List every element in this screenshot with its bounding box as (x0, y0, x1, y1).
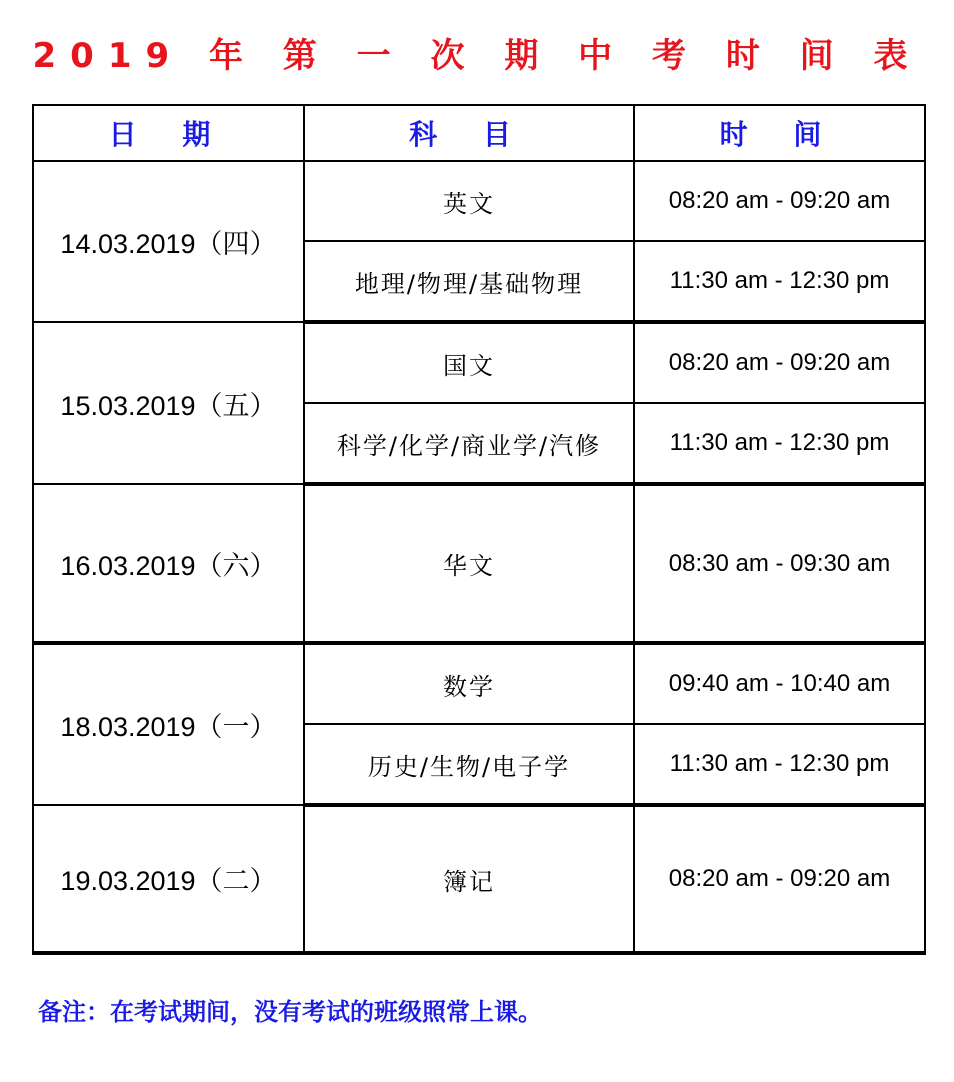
subject-cell: 历史/生物/电子学 (304, 724, 634, 805)
table-header-row (33, 105, 925, 161)
header-subject: 科 目 (304, 105, 634, 161)
subject-cell: 科学/化学/商业学/汽修 (304, 403, 634, 484)
time-cell: 08:30 am - 09:30 am (634, 484, 925, 643)
subject-cell: 地理/物理/基础物理 (304, 241, 634, 322)
date-cell: 18.03.2019（一） (33, 643, 304, 805)
header-time: 时 间 (634, 105, 925, 161)
time-cell: 11:30 am - 12:30 pm (634, 403, 925, 484)
date-cell: 15.03.2019（五） (33, 322, 304, 484)
time-cell: 08:20 am - 09:20 am (634, 805, 925, 953)
table-row (33, 161, 925, 241)
table-row (33, 322, 925, 403)
subject-cell: 数学 (304, 643, 634, 724)
subject-cell: 簿记 (304, 805, 634, 953)
footnote: 备注：在考试期间，没有考试的班级照常上课。 (38, 998, 542, 1026)
date-cell: 19.03.2019（二） (33, 805, 304, 953)
time-cell: 08:20 am - 09:20 am (634, 322, 925, 403)
header-date: 日 期 (33, 105, 304, 161)
table-row (33, 484, 925, 643)
time-cell: 11:30 am - 12:30 pm (634, 241, 925, 322)
subject-cell: 国文 (304, 322, 634, 403)
date-cell: 16.03.2019（六） (33, 484, 304, 643)
page-title: 2019 年 第 一 次 期 中 考 时 间 表 (32, 36, 922, 76)
subject-cell: 华文 (304, 484, 634, 643)
time-cell: 08:20 am - 09:20 am (634, 161, 925, 241)
time-cell: 09:40 am - 10:40 am (634, 643, 925, 724)
exam-schedule-table (32, 104, 926, 955)
time-cell: 11:30 am - 12:30 pm (634, 724, 925, 805)
subject-cell: 英文 (304, 161, 634, 241)
table-row (33, 805, 925, 953)
table-row (33, 643, 925, 724)
date-cell: 14.03.2019（四） (33, 161, 304, 322)
